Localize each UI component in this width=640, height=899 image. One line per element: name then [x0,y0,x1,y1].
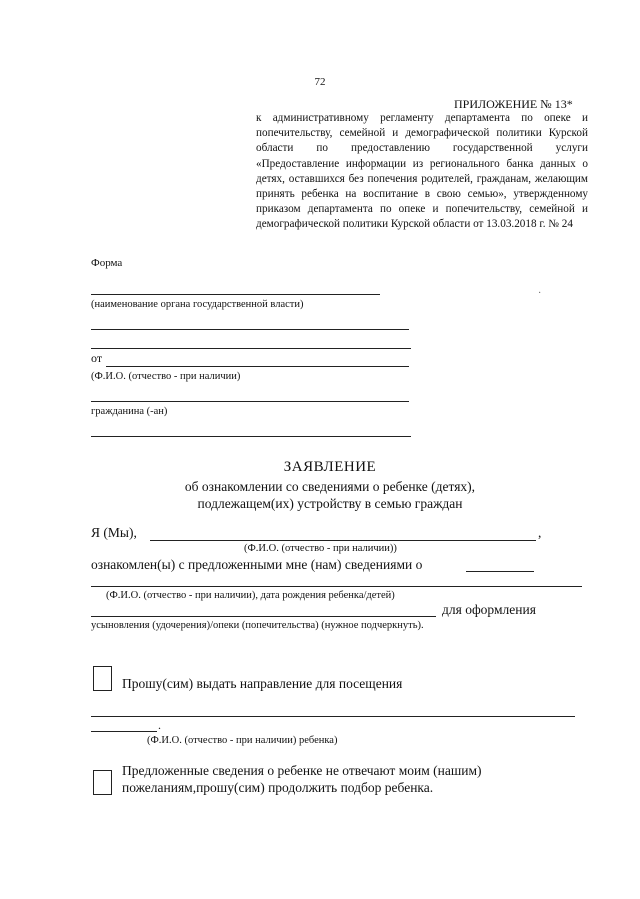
acquainted-text: ознакомлен(ы) с предложенными мне (нам) сведениями о [91,557,423,572]
applicant-fio-caption: (Ф.И.О. (отчество - при наличии) [91,371,241,382]
citizen-caption: гражданина (-ан) [91,406,168,417]
scan-dot: · [538,288,542,299]
request-referral-text: Прошу(сим) выдать направление для посещения [122,676,403,691]
statement-subtitle-line-1: об ознакомлении со сведениями о ребенке (детях), [184,479,476,494]
continue-search-checkbox[interactable] [93,770,112,795]
page-number: 72 [314,76,326,88]
child-info-line[interactable] [91,586,582,587]
authority-name-caption: (наименование органа государственной власти) [91,299,304,310]
authority-extra-line-2[interactable] [91,348,411,349]
from-label: от [91,351,103,365]
citizen-name-line[interactable] [91,436,411,437]
acquainted-short-line[interactable] [466,571,534,572]
continue-search-line-2: пожеланиям,прошу(сим) продолжить подбор ребенка. [122,780,434,795]
applicant-extra-line[interactable] [91,401,409,402]
appendix-title: ПРИЛОЖЕНИЕ № 13* [454,97,573,111]
we-fio-line[interactable] [150,540,536,541]
adoption-options-text: усыновления (удочерения)/опеки (попечительства) (нужное подчеркнуть). [91,620,424,631]
we-comma: , [538,525,542,540]
statement-subtitle-line-2: подлежащем(их) устройству в семью граждан [197,496,463,511]
child-name-period: . [158,718,161,732]
statement-title: ЗАЯВЛЕНИЕ [283,459,377,475]
from-fio-line[interactable] [106,366,409,367]
appendix-description: к административному регламенту департамента по опеке и попечительству, семейной и демографической политики Курской области по предоставлению государственной услуги «Предоставление информации из регионального банка данных о детях, оставшихся без попечения родителей, гражданам, желающим принять ребенка на воспитание в свою семью», утвержденному приказом департамента по опеке и попечительству, семейной и демографической политики Курской области от 13.03.2018 г. № 24 [256,112,588,231]
authority-name-line[interactable] [91,294,380,295]
request-referral-checkbox[interactable] [93,666,112,691]
registration-line[interactable] [91,616,436,617]
authority-extra-line-1[interactable] [91,329,409,330]
child-name-line[interactable] [91,716,575,717]
we-fio-caption: (Ф.И.О. (отчество - при наличии)) [244,543,397,554]
child-info-caption: (Ф.И.О. (отчество - при наличии), дата рождения ребенка/детей) [106,590,395,601]
child-name-caption: (Ф.И.О. (отчество - при наличии) ребенка) [147,735,338,746]
form-label: Форма [91,257,123,269]
continue-search-line-1: Предложенные сведения о ребенке не отвечают моим (нашим) [122,763,482,778]
child-name-line-end[interactable] [91,731,157,732]
for-registration-text: для оформления [442,602,536,617]
we-label: Я (Мы), [91,525,137,540]
